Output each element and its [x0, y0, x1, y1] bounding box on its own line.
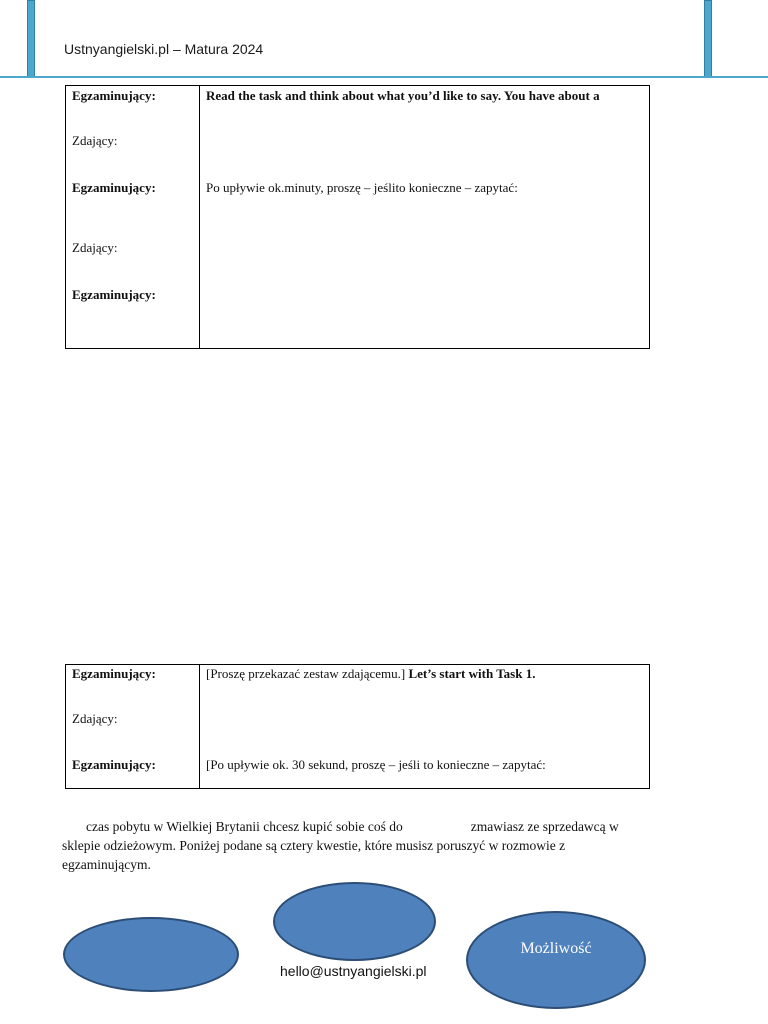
header-right-accent-bar — [704, 0, 712, 78]
student-label: Zdający: — [72, 240, 118, 255]
topic-oval-mozliwosc — [466, 911, 646, 1009]
speaker-column — [66, 665, 200, 789]
task-instruction: Read the task and think about what you’d like to say. You have about a — [206, 88, 600, 103]
examiner-label: Egzaminujący: — [72, 757, 156, 772]
examiner-label: Egzaminujący: — [72, 287, 156, 302]
header-divider — [0, 76, 768, 78]
task-text-part: zmawiasz ze sprzedawcą w — [470, 819, 619, 834]
task-text-part: czas pobytu w Wielkiej Brytanii chcesz kupić sobie coś do — [86, 819, 403, 834]
topic-oval-label: Możliwość — [520, 940, 592, 957]
student-label: Zdający: — [72, 711, 118, 726]
examiner-label: Egzaminujący: — [72, 88, 156, 103]
examiner-label: Egzaminujący: — [72, 180, 156, 195]
instruction-column — [200, 86, 650, 349]
task-description-line: sklepie odzieżowym. Poniżej podane są cztery kwestie, które musisz poruszyć w rozmowie z — [62, 838, 566, 853]
footer-email: hello@ustnyangielski.pl — [280, 963, 427, 979]
examiner-label: Egzaminujący: — [72, 666, 156, 681]
task-description-line — [62, 817, 650, 836]
header-title: Ustnyangielski.pl – Matura 2024 — [64, 41, 264, 57]
instruction-plain-text: [Proszę przekazać zestaw zdającemu.] — [206, 666, 406, 681]
followup-instruction: [Po upływie ok. 30 sekund, proszę – jeśli to konieczne – zapytać: — [206, 757, 546, 772]
followup-instruction: Po upływie ok.minuty, proszę – jeślito konieczne – zapytać: — [206, 180, 518, 195]
student-label: Zdający: — [72, 133, 118, 148]
dialog-table-2 — [65, 664, 650, 789]
task-description — [62, 817, 650, 874]
speaker-column — [66, 86, 200, 349]
instruction-column — [200, 665, 650, 789]
dialog-table-1 — [65, 85, 650, 349]
instruction-bold-text: Let’s start with Task 1. — [408, 666, 536, 681]
topic-oval — [63, 917, 239, 992]
task-description-line: egzaminującym. — [62, 857, 151, 872]
header-left-accent-bar — [27, 0, 35, 78]
task-instruction — [206, 666, 535, 682]
topic-oval — [273, 882, 436, 961]
